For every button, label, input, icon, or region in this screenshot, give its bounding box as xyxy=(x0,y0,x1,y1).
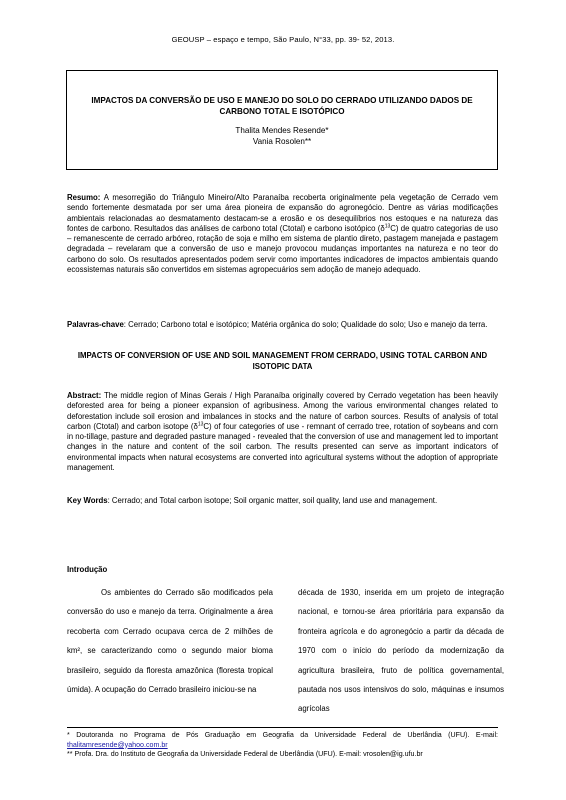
abstract-text-2: C) of four categories of use - remnant of cerrado tree, rotation of soybeans and corn in no-tillage, pasture and degraded pasture managed - revealed that the conversion of use and management led to important changes in the nature and content of the soil carbon. The results presented can serve as important indicators of environmental impacts when natural ecosystems are converted into agricultural systems without the adoption of appropriate management. xyxy=(67,421,498,473)
english-title: IMPACTS OF CONVERSION OF USE AND SOIL MANAGEMENT FROM CERRADO, USING TOTAL CARBON AND ISOTOPIC DATA xyxy=(77,351,488,371)
resumo-label: Resumo: xyxy=(67,193,101,202)
author-1: Thalita Mendes Resende* xyxy=(235,126,329,135)
section-heading-introducao: Introdução xyxy=(67,565,108,574)
footnote-1 xyxy=(67,731,498,750)
palavras-chave-label: Palavras-chave xyxy=(67,320,124,329)
abstract-superscript: 13 xyxy=(197,421,204,428)
paper-title: IMPACTOS DA CONVERSÃO DE USO E MANEJO DO SOLO DO CERRADO UTILIZANDO DADOS DE CARBONO TOTAL E ISOTÓPICO xyxy=(91,96,473,116)
resumo-text-2: C) de quatro categorias de uso – remanescente de cerrado arbóreo, rotação de soja e milho em sistema de plantio direto, pastagem manejada e pastagem degradada – revelaram que a conversão de uso e manejo provocou mudanças importantes na natureza e no teor do carbono do solo. Os resultados apresentados podem servir como importantes indicadores de impactos ambientais quando ecossistemas naturais são convertidos em sistemas agropecuários sem adoção de manejo adequado. xyxy=(67,223,499,275)
palavras-chave-text: : Cerrado; Carbono total e isotópico; Matéria orgânica do solo; Qualidade do solo; Uso e manejo da terra. xyxy=(123,320,488,329)
author-list xyxy=(67,125,497,147)
resumo-text-1: A mesorregião do Triângulo Mineiro/Alto Paranaíba recoberta originalmente pela vegetação de Cerrado vem sendo fortemente desmatada por ser uma área pioneira de expansão do agronegócio. Dentre as várias modificações ambientais relacionadas ao desmatamento destacam-se a erosão e os desequilíbrios nos estoques e na natureza das fontes de carbono. Resultados das análises de carbono total (Ctotal) e carbono isotópico (δ xyxy=(67,193,498,233)
resumo-paragraph xyxy=(67,193,498,275)
footnote-divider xyxy=(67,727,498,728)
abstract-paragraph xyxy=(67,391,498,473)
intro-column-left: Os ambientes do Cerrado são modificados pela conversão do uso e manejo da terra. Originalmente a área recoberta com Cerrado ocupava cerca de 2 milhões de km², se caracterizando como o segundo maior bioma brasileiro, seguido da floresta amazônica (floresta tropical úmida). A ocupação do Cerrado brasileiro iniciou-se na xyxy=(67,588,273,695)
footnote-1-text: * Doutoranda no Programa de Pós Graduação em Geografia da Universidade Federal de Uberlândia (UFU). E-mail: xyxy=(67,731,498,739)
footnote-1-email-link[interactable]: thalitamresende@yahoo.com.br xyxy=(67,740,168,749)
author-2: Vania Rosolen** xyxy=(252,137,312,146)
intro-column-right: década de 1930, inserida em um projeto de integração nacional, e tornou-se área prioritária para expansão da fronteira agrícola e do agronegócio a partir da década de 1970 com o início do período da modernização da agricultura brasileira, fruto de política governamental, pautada nos usos intensivos do solo, máquinas e insumos agrícolas xyxy=(298,588,504,714)
footnotes xyxy=(67,731,498,760)
resumo-superscript: 13 xyxy=(384,223,391,230)
keywords-paragraph xyxy=(67,496,498,506)
palavras-chave-paragraph xyxy=(67,320,498,330)
footnote-2: ** Profa. Dra. do Instituto de Geografia da Universidade Federal de Uberlândia (UFU). E-mail: vrosolen@ig.ufu.br xyxy=(67,750,423,758)
running-header: GEOUSP – espaço e tempo, São Paulo, N°33, pp. 39- 52, 2013. xyxy=(171,35,395,44)
abstract-label: Abstract: xyxy=(67,391,102,400)
keywords-label: Key Words xyxy=(67,496,108,505)
abstract-text-1: The middle region of Minas Gerais / High Paranaíba originally covered by Cerrado vegetation has been heavily deforested area for being a pioneer expansion of agribusiness. Among the various environmental changes related to deforestation include soil erosion and imbalances in stocks and the nature of carbon sources. Results of analysis of total carbon (Ctotal) and carbon isotope (δ xyxy=(67,391,498,431)
keywords-text: : Cerrado; and Total carbon isotope; Soil organic matter, soil quality, land use and management. xyxy=(107,496,438,505)
title-box xyxy=(66,70,498,170)
